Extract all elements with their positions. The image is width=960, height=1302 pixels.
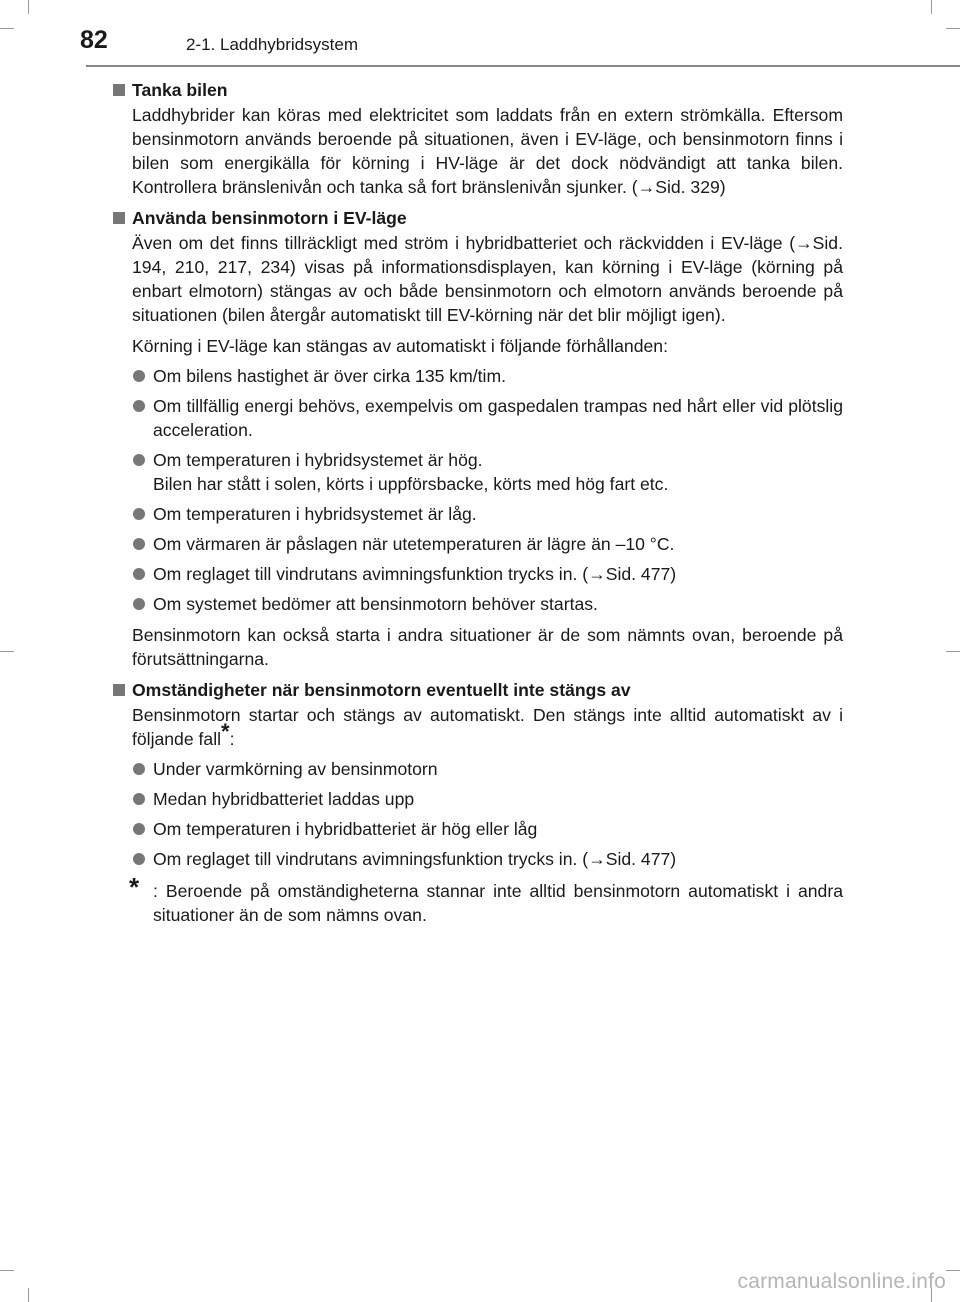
crop-mark: [946, 1270, 960, 1271]
heading-text: Tanka bilen: [132, 80, 228, 100]
square-bullet-icon: [113, 212, 125, 224]
circle-bullet-icon: [133, 598, 145, 610]
crop-mark: [0, 651, 14, 652]
crop-mark: [931, 0, 932, 14]
circle-bullet-icon: [133, 508, 145, 520]
circle-bullet-icon: [133, 538, 145, 550]
square-bullet-icon: [113, 84, 125, 96]
paragraph: Bensinmotorn kan också starta i andra situationer är de som nämnts ovan, beroende på förutsättningarna.: [132, 625, 843, 669]
heading-text: Omständigheter när bensinmotorn eventuellt inte stängs av: [132, 680, 631, 700]
watermark: carmanualsonline.info: [737, 1270, 946, 1293]
section-heading: [110, 78, 843, 102]
page-number: 82: [80, 26, 108, 54]
crop-mark: [0, 28, 14, 29]
crop-mark: [0, 1270, 14, 1271]
list-item: Om systemet bedömer att bensinmotorn behöver startas.: [110, 592, 843, 616]
list-item: Om reglaget till vindrutans avimningsfunktion trycks in. (→Sid. 477): [110, 847, 843, 871]
list-item: Om temperaturen i hybridsystemet är låg.: [110, 502, 843, 526]
crop-mark: [946, 651, 960, 652]
circle-bullet-icon: [133, 823, 145, 835]
paragraph: Även om det finns tillräckligt med ström i hybridbatteriet och räckvidden i EV-läge (→Sid. 194, 210, 217, 234) visas på informationsdisplayen, kan körning i EV-läge (körning på enbart elmotorn) stängas av och både bensinmotorn och elmotorn används beroende på situationen (bilen återgår automatiskt till EV-körning när det blir möjligt igen).: [132, 233, 843, 325]
crop-mark: [28, 1288, 29, 1302]
circle-bullet-icon: [133, 454, 145, 466]
footnote-mark: *: [129, 872, 140, 902]
header-divider: [86, 65, 960, 67]
chapter-title: 2-1. Laddhybridsystem: [186, 35, 358, 54]
circle-bullet-icon: [133, 793, 145, 805]
section-heading: [110, 678, 843, 702]
footnote-asterisk: *: [221, 719, 230, 744]
circle-bullet-icon: [133, 370, 145, 382]
circle-bullet-icon: [133, 853, 145, 865]
list-item: Om tillfällig energi behövs, exempelvis om gaspedalen trampas ned hårt eller vid plötslig acceleration.: [110, 394, 843, 442]
list-item: Medan hybridbatteriet laddas upp: [110, 787, 843, 811]
paragraph: Körning i EV-läge kan stängas av automatiskt i följande förhållanden:: [132, 336, 668, 356]
list-item: Om bilens hastighet är över cirka 135 km/tim.: [110, 364, 843, 388]
circle-bullet-icon: [133, 763, 145, 775]
list-item: Under varmkörning av bensinmotorn: [110, 757, 843, 781]
footnote: * : Beroende på omständigheterna stannar inte alltid bensinmotorn automatiskt i andra situationer än de som nämns ovan.: [129, 872, 843, 925]
paragraph: Laddhybrider kan köras med elektricitet som laddats från en extern strömkälla. Eftersom bensinmotorn används beroende på situationen, även i EV-läge, och bensinmotorn finns i bilen som energikälla för körning i HV-läge är det dock nödvändigt att tanka bilen. Kontrollera bränslenivån och tanka så fort bränslenivån sjunker. (→Sid. 329): [132, 105, 843, 197]
circle-bullet-icon: [133, 568, 145, 580]
list-item: Om temperaturen i hybridsystemet är hög. Bilen har stått i solen, körts i uppförsbacke, körts med hög fart etc.: [110, 448, 843, 496]
page-content: [110, 78, 843, 927]
list-item: Om temperaturen i hybridbatteriet är hög eller låg: [110, 817, 843, 841]
paragraph: Bensinmotorn startar och stängs av automatiskt. Den stängs inte alltid automatiskt av i följande fall*:: [132, 705, 843, 749]
section-heading: [110, 206, 843, 230]
crop-mark: [28, 0, 29, 14]
heading-text: Använda bensinmotorn i EV-läge: [132, 208, 407, 228]
square-bullet-icon: [113, 684, 125, 696]
crop-mark: [946, 28, 960, 29]
list-item: Om värmaren är påslagen när utetemperaturen är lägre än –10 °C.: [110, 532, 843, 556]
list-item: Om reglaget till vindrutans avimningsfunktion trycks in. (→Sid. 477): [110, 562, 843, 586]
circle-bullet-icon: [133, 400, 145, 412]
